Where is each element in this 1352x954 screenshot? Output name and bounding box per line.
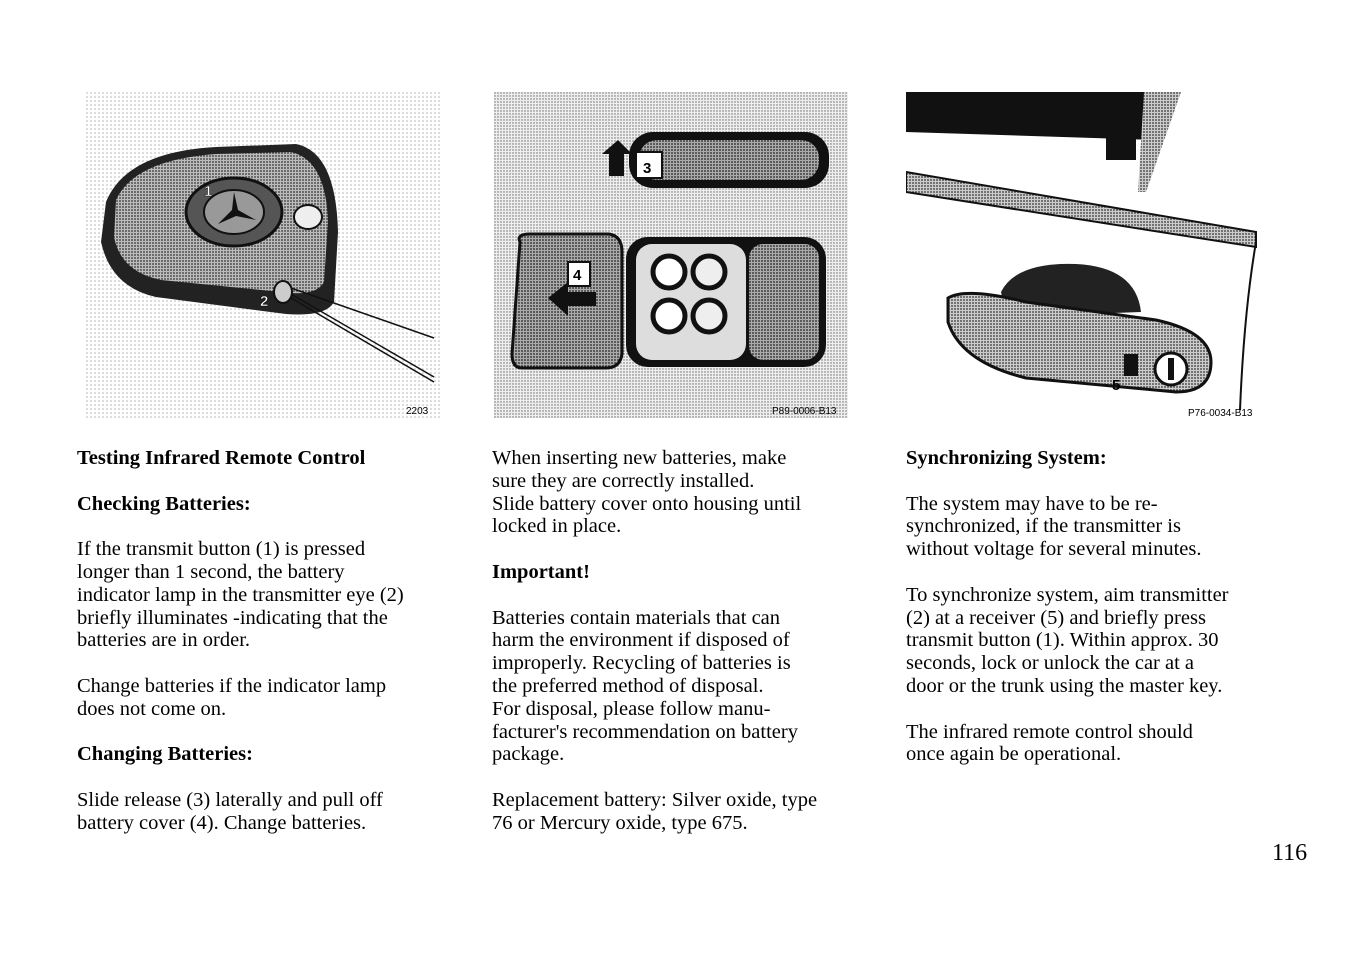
text-column-1: [77, 447, 457, 857]
figure-code: 2203: [406, 406, 429, 417]
callout-3: 3: [643, 160, 652, 177]
paragraph: To synchronize system, aim transmitter (2) at a receiver (5) and briefly press transmit button (1). Within approx. 30 seconds, lock or unlock the car at a door or the trunk using the master key.: [906, 583, 1229, 697]
callout-1: 1: [204, 183, 213, 200]
paragraph: Change batteries if the indicator lamp does not come on.: [77, 674, 387, 720]
paragraph: The system may have to be re- synchronized, if the transmitter is without voltage for several minutes.: [906, 492, 1202, 561]
figure-battery-compartment: [494, 92, 848, 418]
callout-2: 2: [260, 293, 269, 310]
paragraph: If the transmit button (1) is pressed longer than 1 second, the battery indicator lamp in the transmitter eye (2) briefly illuminates -indicating that the batteries are in order.: [77, 538, 404, 652]
heading-important: Important!: [492, 560, 590, 583]
figure-code: P89-0006-B13: [772, 406, 837, 417]
text-column-2: [492, 447, 872, 857]
paragraph: Batteries contain materials that can harm the environment if disposed of improperly. Recycling of batteries is the preferred method of disposal. For disposal, please follow manu- facturer's recommendation on battery package.: [492, 606, 798, 766]
heading-checking-batteries: Checking Batteries:: [77, 492, 251, 515]
paragraph: When inserting new batteries, make sure they are correctly installed. Slide battery cover onto housing until locked in place.: [492, 447, 802, 538]
callout-4: 4: [573, 267, 582, 284]
figure-remote-transmitter: [86, 92, 440, 418]
battery-compartment-illustration: [494, 92, 848, 418]
page-number: 116: [1272, 840, 1308, 866]
paragraph: Replacement battery: Silver oxide, type 76 or Mercury oxide, type 675.: [492, 788, 818, 834]
figure-door-handle-receiver: [906, 92, 1260, 418]
door-handle-illustration: [906, 92, 1260, 418]
heading-synchronizing-system: Synchronizing System:: [906, 447, 1107, 469]
heading-changing-batteries: Changing Batteries:: [77, 743, 253, 766]
remote-transmitter-illustration: [86, 92, 440, 418]
figure-code: P76-0034-B13: [1188, 408, 1253, 418]
paragraph: The infrared remote control should once again be operational.: [906, 720, 1193, 766]
text-column-3: [906, 447, 1286, 789]
section-title: Testing Infrared Remote Control: [77, 447, 366, 469]
callout-5: 5: [1112, 377, 1121, 394]
paragraph: Slide release (3) laterally and pull off battery cover (4). Change batteries.: [77, 788, 383, 834]
